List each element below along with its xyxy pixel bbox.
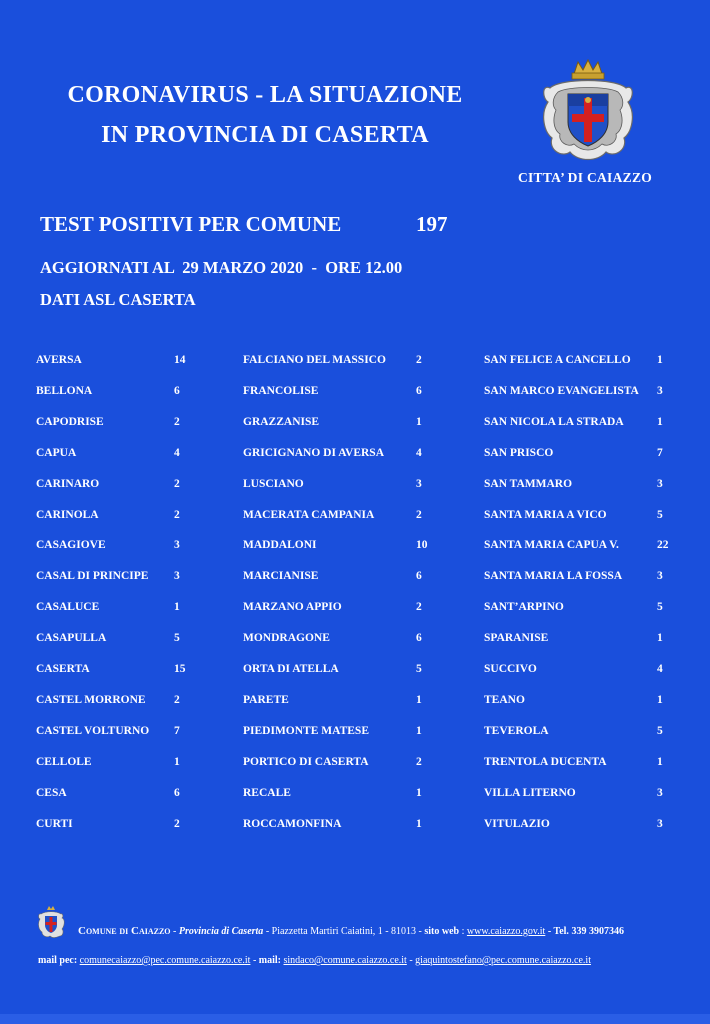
- positive-count: 6: [416, 385, 422, 397]
- municipality-name: SANTA MARIA CAPUA V.: [484, 539, 619, 551]
- municipality-name: PORTICO DI CASERTA: [243, 756, 369, 768]
- municipality-name: MACERATA CAMPANIA: [243, 509, 375, 521]
- municipality-name: TRENTOLA DUCENTA: [484, 756, 607, 768]
- municipalities-table: [0, 350, 710, 850]
- positive-count: 2: [174, 818, 180, 830]
- footer-pec-link[interactable]: comunecaiazzo@pec.comune.caiazzo.ce.it: [79, 955, 251, 966]
- municipality-name: TEANO: [484, 694, 525, 706]
- municipality-name: CAPODRISE: [36, 416, 104, 428]
- municipality-name: CARINARO: [36, 478, 100, 490]
- municipality-name: CARINOLA: [36, 509, 99, 521]
- positive-count: 1: [416, 725, 422, 737]
- municipality-name: SANTA MARIA A VICO: [484, 509, 607, 521]
- positive-count: 2: [416, 756, 422, 768]
- caiazzo-crest-icon: [536, 58, 640, 166]
- positive-count: 3: [174, 539, 180, 551]
- footer-mail-label: mail:: [258, 955, 281, 966]
- positive-count: 2: [174, 416, 180, 428]
- municipality-name: AVERSA: [36, 354, 82, 366]
- crest-caption: CITTA’ DI CAIAZZO: [517, 170, 653, 185]
- positive-count: 3: [657, 570, 663, 582]
- municipality-name: GRICIGNANO DI AVERSA: [243, 447, 385, 459]
- footer-crest-icon: [36, 905, 66, 939]
- positive-count: 1: [657, 354, 663, 366]
- municipality-name: ORTA DI ATELLA: [243, 663, 339, 675]
- municipality-name: CASAGIOVE: [36, 539, 106, 551]
- positive-count: 3: [416, 478, 422, 490]
- municipality-name: SAN MARCO EVANGELISTA: [484, 385, 639, 397]
- municipality-name: SAN TAMMARO: [484, 478, 573, 490]
- positive-count: 1: [416, 818, 422, 830]
- positive-count: 4: [657, 663, 663, 675]
- positive-count: 2: [416, 354, 422, 366]
- municipality-name: SUCCIVO: [484, 663, 537, 675]
- municipality-name: CASTEL VOLTURNO: [36, 725, 150, 737]
- municipality-name: CASAPULLA: [36, 632, 107, 644]
- positive-count: 10: [416, 539, 428, 551]
- update-date: AGGIORNATI AL 29 MARZO 2020 - ORE 12.00: [40, 258, 403, 277]
- positive-count: 6: [174, 787, 180, 799]
- positive-count: 15: [174, 663, 186, 675]
- municipality-name: FALCIANO DEL MASSICO: [243, 354, 386, 366]
- positive-count: 5: [657, 509, 663, 521]
- data-source: DATI ASL CASERTA: [40, 290, 196, 309]
- municipality-name: CAPUA: [36, 447, 77, 459]
- footer-address: - Piazzetta Martiri Caiatini, 1 - 81013 -: [263, 926, 425, 937]
- municipality-name: SPARANISE: [484, 632, 549, 644]
- positive-count: 6: [174, 385, 180, 397]
- positive-count: 2: [174, 509, 180, 521]
- municipality-name: MONDRAGONE: [243, 632, 330, 644]
- municipality-name: CASTEL MORRONE: [36, 694, 146, 706]
- positive-tests-label: TEST POSITIVI PER COMUNE: [40, 212, 342, 236]
- footer-phone-label: - Tel.: [545, 926, 569, 937]
- municipality-name: CASALUCE: [36, 601, 100, 613]
- positive-count: 3: [657, 787, 663, 799]
- municipality-name: CASAL DI PRINCIPE: [36, 570, 149, 582]
- footer-phone: 339 3907346: [571, 926, 624, 937]
- positive-count: 1: [416, 694, 422, 706]
- positive-tests-heading: [40, 212, 448, 237]
- positive-count: 3: [657, 478, 663, 490]
- footer-mail-link-1[interactable]: sindaco@comune.caiazzo.ce.it: [283, 955, 407, 966]
- municipality-name: CASERTA: [36, 663, 90, 675]
- positive-count: 1: [174, 601, 180, 613]
- municipality-name: SAN PRISCO: [484, 447, 554, 459]
- positive-count: 2: [174, 478, 180, 490]
- positive-count: 6: [416, 570, 422, 582]
- positive-count: 7: [174, 725, 180, 737]
- positive-count: 4: [416, 447, 422, 459]
- municipality-name: CESA: [36, 787, 67, 799]
- footer-pec-label: mail pec:: [38, 955, 78, 966]
- footer: [0, 905, 710, 975]
- positive-count: 3: [657, 818, 663, 830]
- municipality-name: PARETE: [243, 694, 289, 706]
- municipality-name: TEVEROLA: [484, 725, 549, 737]
- footer-province: Provincia di Caserta: [178, 926, 264, 937]
- municipality-name: VILLA LITERNO: [484, 787, 576, 799]
- positive-count: 1: [657, 632, 663, 644]
- positive-count: 22: [657, 539, 669, 551]
- footer-address-line: Comune di Caiazzo - Provincia di Caserta - Piazzetta Martiri Caiatini, 1 - 81013 - sito web : www.caiazzo.gov.it - Tel. 339 3907346: [78, 925, 624, 937]
- positive-count: 1: [657, 756, 663, 768]
- positive-count: 14: [174, 354, 186, 366]
- bottom-strip: [0, 1014, 710, 1024]
- footer-mail-link-2[interactable]: giaquintostefano@pec.comune.caiazzo.ce.it: [415, 955, 591, 966]
- municipality-name: VITULAZIO: [484, 818, 550, 830]
- positive-count: 1: [416, 787, 422, 799]
- positive-count: 4: [174, 447, 180, 459]
- positive-tests-total: 197: [416, 212, 448, 236]
- positive-count: 7: [657, 447, 663, 459]
- municipality-name: RECALE: [243, 787, 291, 799]
- footer-org: Comune di Caiazzo: [78, 925, 171, 937]
- positive-count: 1: [174, 756, 180, 768]
- page-title-line2: IN PROVINCIA DI CASERTA: [101, 122, 429, 148]
- positive-count: 1: [657, 416, 663, 428]
- footer-separator: -: [170, 926, 179, 937]
- municipality-name: MARCIANISE: [243, 570, 319, 582]
- positive-count: 5: [174, 632, 180, 644]
- positive-count: 5: [657, 725, 663, 737]
- municipality-name: ROCCAMONFINA: [243, 818, 342, 830]
- municipality-name: SAN NICOLA LA STRADA: [484, 416, 624, 428]
- footer-mail-line: mail pec: comunecaiazzo@pec.comune.caiazzo.ce.it - mail: sindaco@comune.caiazzo.ce.it - giaquintostefano@pec.comune.caiazzo.ce.it: [38, 955, 591, 966]
- municipality-name: BELLONA: [36, 385, 93, 397]
- municipality-name: MADDALONI: [243, 539, 317, 551]
- footer-website-link[interactable]: www.caiazzo.gov.it: [466, 926, 546, 937]
- municipality-name: MARZANO APPIO: [243, 601, 342, 613]
- page-title-line1: CORONAVIRUS - LA SITUAZIONE: [67, 82, 463, 108]
- municipality-name: CURTI: [36, 818, 73, 830]
- positive-count: 5: [657, 601, 663, 613]
- municipality-name: LUSCIANO: [243, 478, 304, 490]
- positive-count: 3: [174, 570, 180, 582]
- municipality-name: FRANCOLISE: [243, 385, 319, 397]
- municipality-name: SANT’ARPINO: [484, 601, 564, 613]
- municipality-name: PIEDIMONTE MATESE: [243, 725, 369, 737]
- municipality-name: GRAZZANISE: [243, 416, 320, 428]
- positive-count: 2: [416, 509, 422, 521]
- positive-count: 2: [416, 601, 422, 613]
- positive-count: 1: [416, 416, 422, 428]
- positive-count: 5: [416, 663, 422, 675]
- positive-count: 3: [657, 385, 663, 397]
- positive-count: 1: [657, 694, 663, 706]
- municipality-name: CELLOLE: [36, 756, 92, 768]
- positive-count: 6: [416, 632, 422, 644]
- municipality-name: SANTA MARIA LA FOSSA: [484, 570, 623, 582]
- municipality-name: SAN FELICE A CANCELLO: [484, 354, 631, 366]
- positive-count: 2: [174, 694, 180, 706]
- footer-website-label: sito web: [424, 926, 460, 937]
